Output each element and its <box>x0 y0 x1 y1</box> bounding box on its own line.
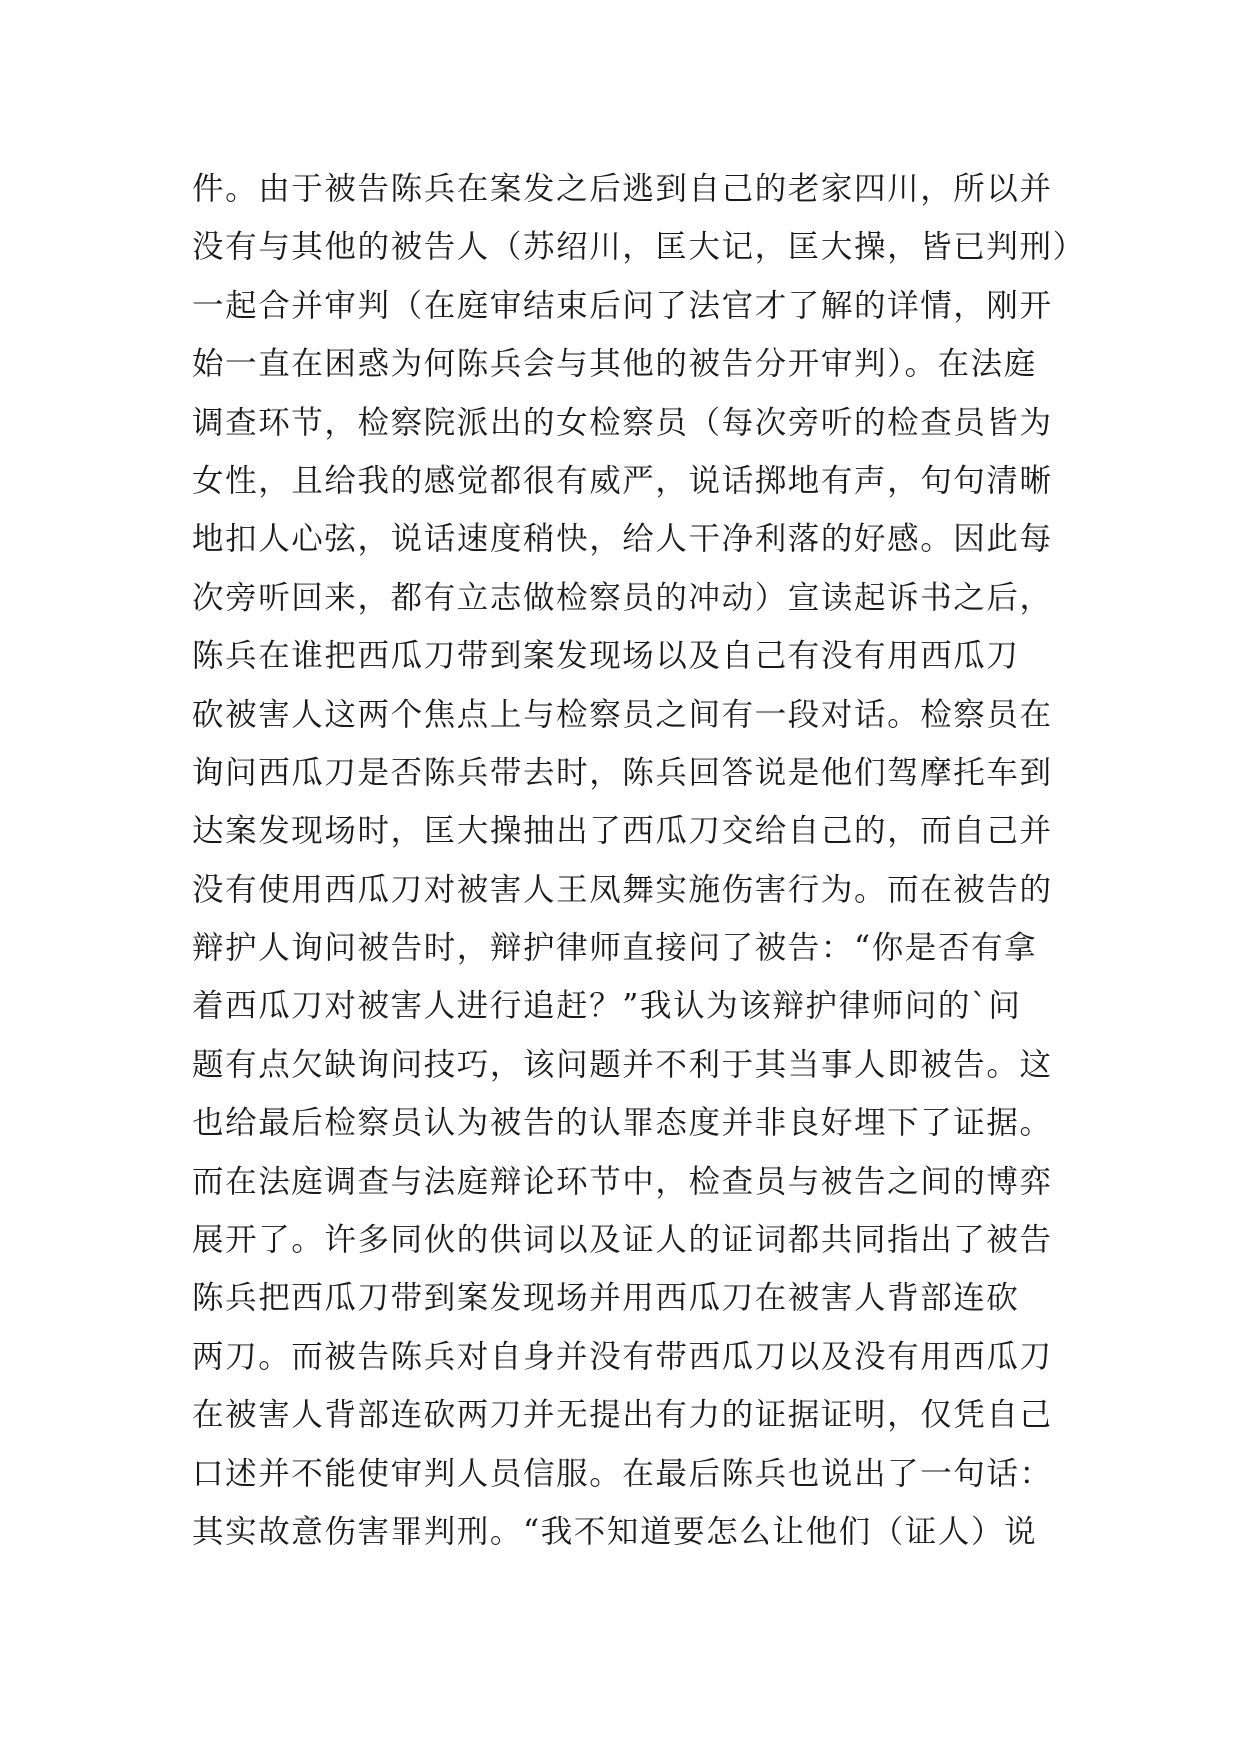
text-line: 件。由于被告陈兵在案发之后逃到自己的老家四川，所以并 <box>192 171 1053 207</box>
text-line: 其实故意伤害罪判刑。“我不知道要怎么让他们（证人）说 <box>192 1513 1038 1550</box>
text-line: 达案发现场时，匡大操抽出了西瓜刀交给自己的，而自己并 <box>192 813 1053 850</box>
text-line: 陈兵把西瓜刀带到案发现场并用西瓜刀在被害人背部连砍 <box>192 1280 1020 1317</box>
text-line: 询问西瓜刀是否陈兵带去时，陈兵回答说是他们驾摩托车到 <box>192 754 1053 791</box>
text-line: 砍被害人这两个焦点上与检察员之间有一段对话。检察员在 <box>192 696 1053 733</box>
text-line: 两刀。而被告陈兵对自身并没有带西瓜刀以及没有用西瓜刀 <box>192 1338 1053 1375</box>
text-line: 也给最后检察员认为被告的认罪态度并非良好埋下了证据。 <box>192 1105 1053 1142</box>
text-line: 没有使用西瓜刀对被害人王凤舞实施伤害行为。而在被告的 <box>192 871 1053 908</box>
text-line: 一起合并审判（在庭审结束后问了法官才了解的详情，刚开 <box>192 287 1053 324</box>
text-line: 次旁听回来，都有立志做检察员的冲动）宣读起诉书之后， <box>192 579 1053 616</box>
text-line: 题有点欠缺询问技巧，该问题并不利于其当事人即被告。这 <box>192 1046 1053 1083</box>
body-text <box>192 160 1086 1561</box>
text-line: 展开了。许多同伙的供词以及证人的证词都共同指出了被告 <box>192 1222 1053 1259</box>
text-line: 着西瓜刀对被害人进行追赶？”我认为该辩护律师问的`问 <box>192 988 1022 1025</box>
text-line: 调查环节，检察院派出的女检察员（每次旁听的检查员皆为 <box>192 404 1053 441</box>
text-line: 没有与其他的被告人（苏绍川，匡大记，匡大操，皆已判刑） <box>192 229 1086 266</box>
text-line: 辩护人询问被告时，辩护律师直接问了被告：“你是否有拿 <box>192 930 1038 967</box>
text-line: 口述并不能使审判人员信服。在最后陈兵也说出了一句话： <box>192 1455 1053 1492</box>
text-line: 始一直在困惑为何陈兵会与其他的被告分开审判）。在法庭 <box>192 346 1037 383</box>
text-line: 陈兵在谁把西瓜刀带到案发现场以及自己有没有用西瓜刀 <box>192 638 1020 675</box>
text-line: 女性，且给我的感觉都很有威严，说话掷地有声，句句清晰 <box>192 462 1053 499</box>
text-line: 而在法庭调查与法庭辩论环节中，检查员与被告之间的博弈 <box>192 1163 1053 1200</box>
text-line: 在被害人背部连砍两刀并无提出有力的证据证明，仅凭自己 <box>192 1397 1053 1434</box>
text-line: 地扣人心弦，说话速度稍快，给人干净利落的好感。因此每 <box>192 521 1053 558</box>
